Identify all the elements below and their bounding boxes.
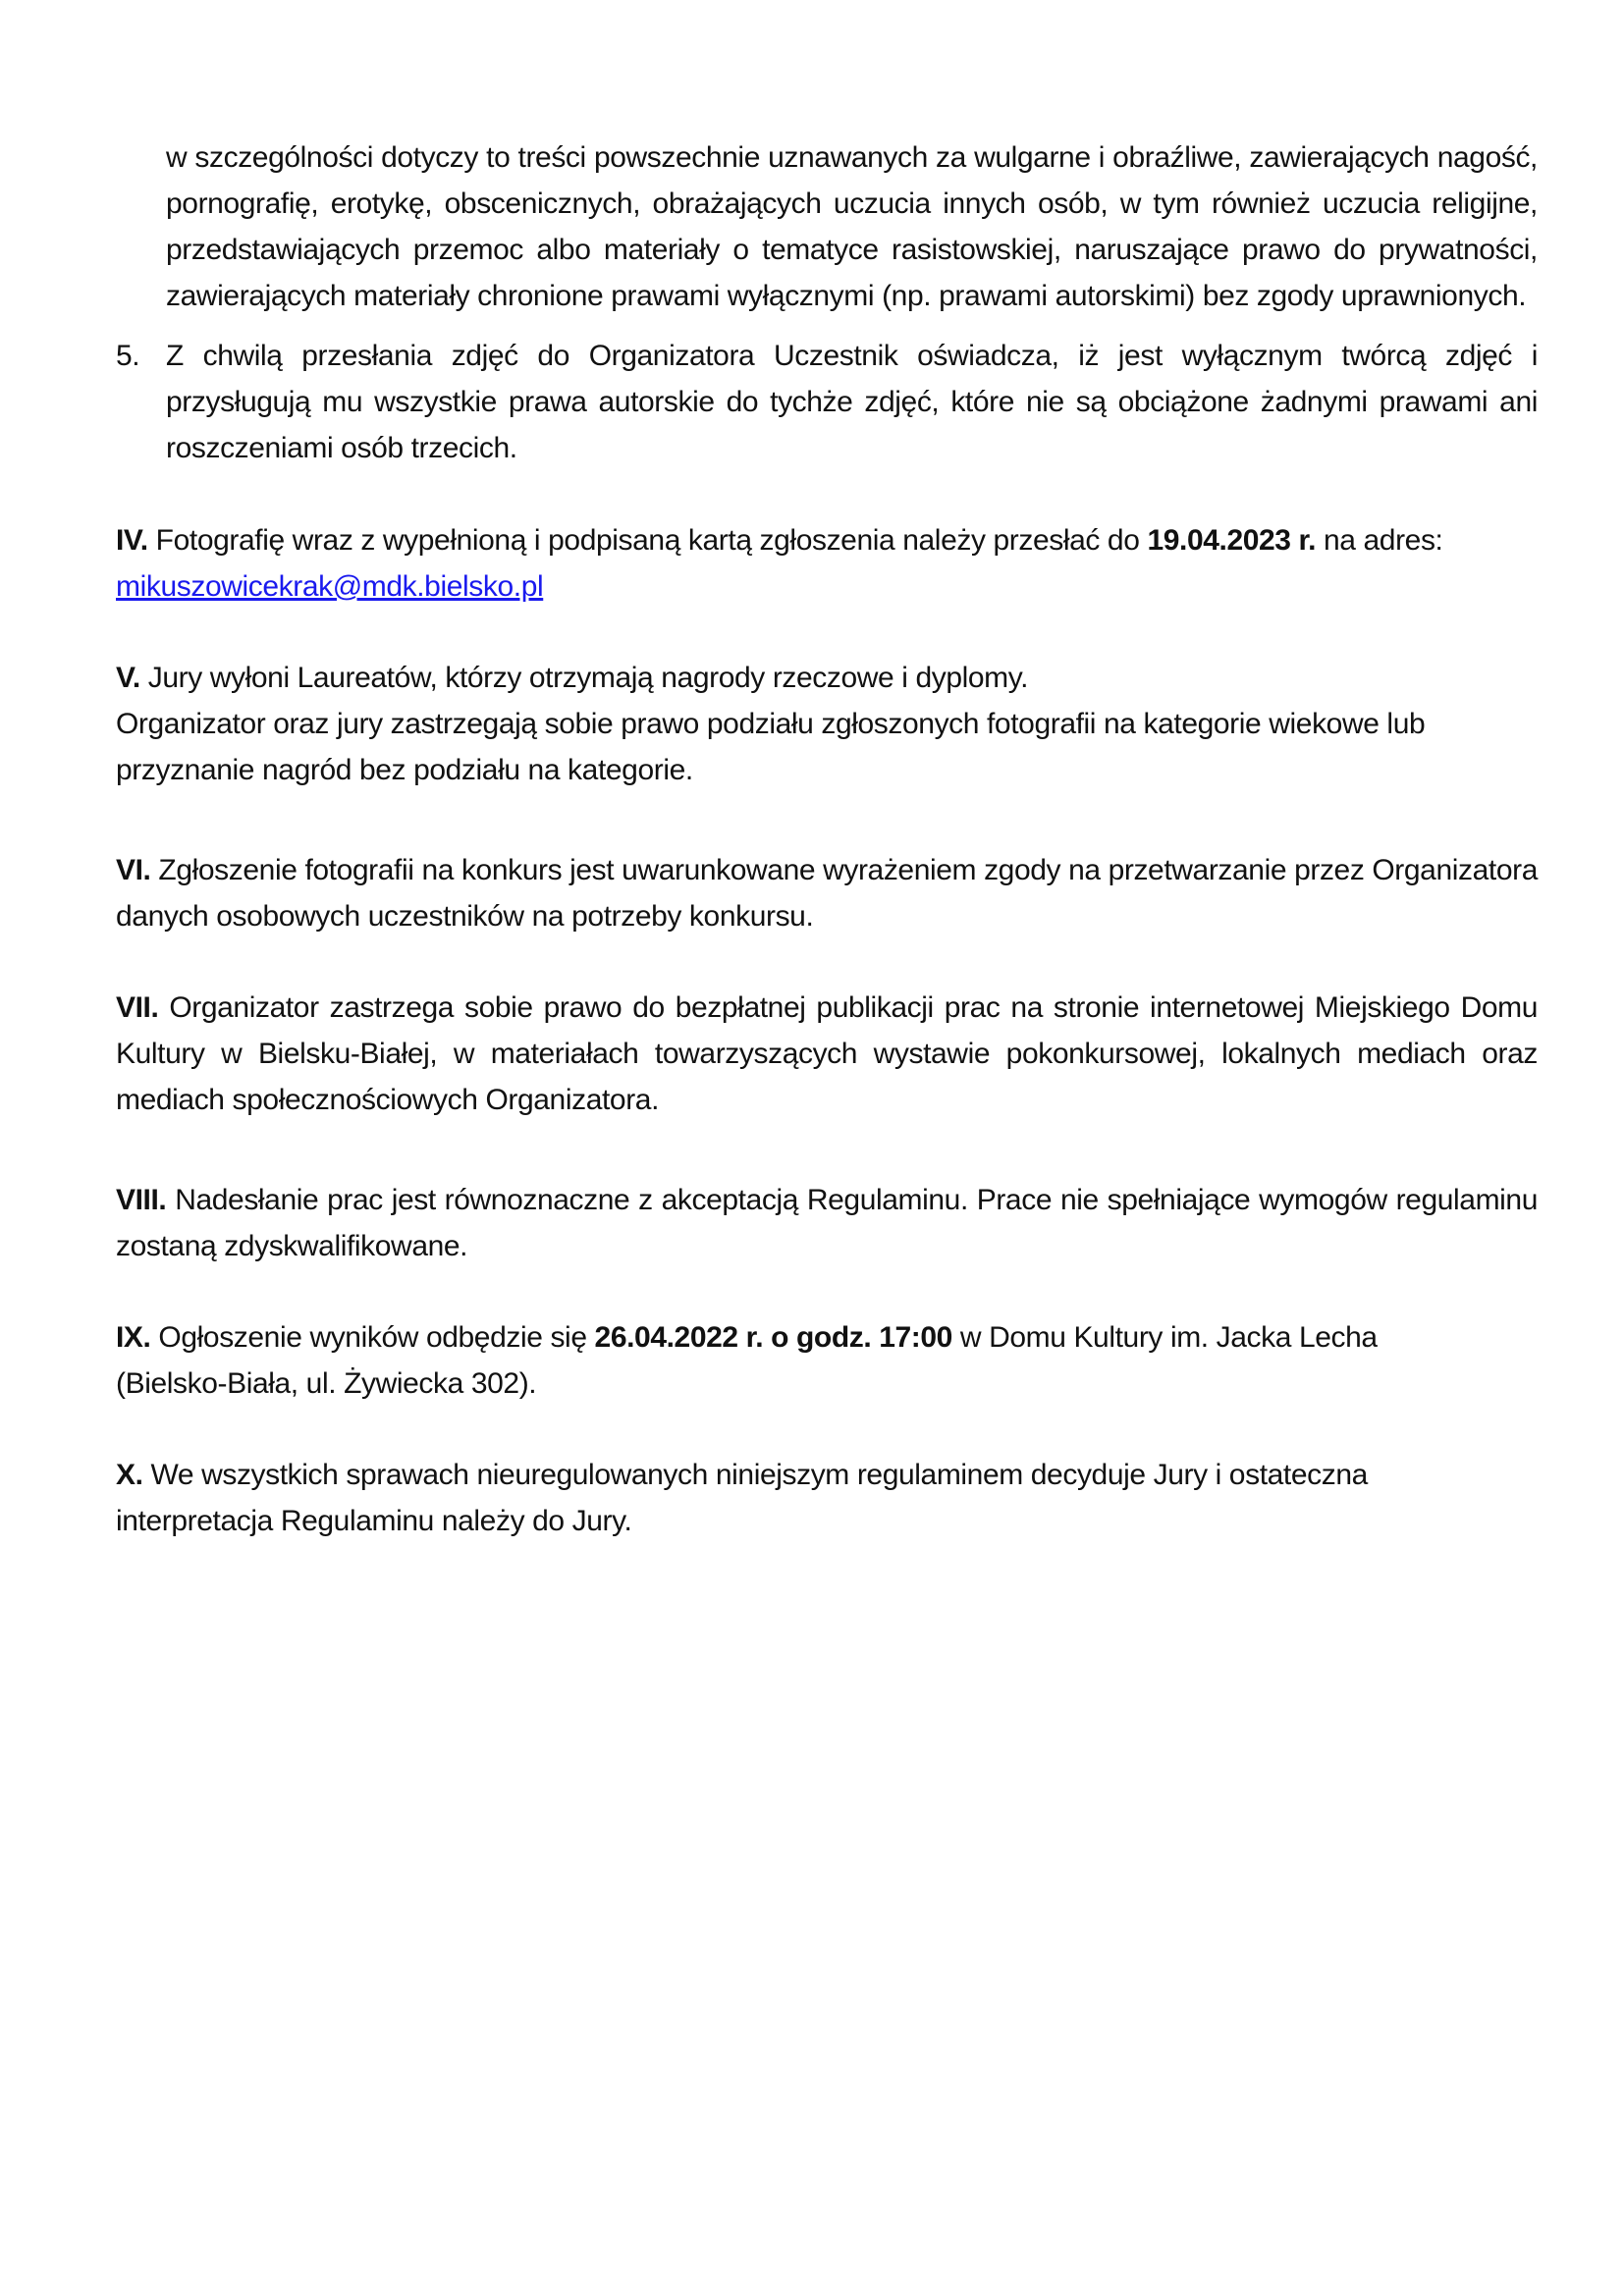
section-text: Ogłoszenie wyników odbędzie się — [150, 1321, 595, 1354]
section-text: w Domu Kultury im. Jacka Lecha — [951, 1321, 1378, 1354]
section-numeral: VIII. — [116, 1184, 167, 1216]
section-x — [116, 1452, 1538, 1544]
section-text: na adres: — [1316, 524, 1443, 557]
list-number: 5. — [116, 340, 140, 372]
section-vii — [116, 985, 1538, 1123]
list-item-4-continuation: w szczególności dotyczy to treści powszechnie uznawanych za wulgarne i obraźliwe, zawierających nagość, pornografię, erotykę, obscenicznych, obrażających uczucia innych osób, w tym również uczucia religijne, przedstawiających przemoc albo materiały o tematyce rasistowskiej, naruszające prawo do prywatności, zawierających materiały chronione prawami wyłącznymi (np. prawami autorskimi) bez zgody uprawnionych. — [166, 141, 1538, 312]
section-numeral: VII. — [116, 991, 159, 1024]
section-text: Organizator oraz jury zastrzegają sobie prawo podziału zgłoszonych fotografii na kategorie wiekowe lub przyznanie nagród bez podziału na kategorie. — [116, 708, 1426, 786]
section-text: Zgłoszenie fotografii na konkurs jest uwarunkowane wyrażeniem zgody na przetwarzanie przez Organizatora danych osobowych uczestników na potrzeby konkursu. — [116, 854, 1538, 933]
results-datetime: 26.04.2022 r. o godz. 17:00 — [594, 1321, 952, 1354]
deadline-date: 19.04.2023 r. — [1147, 524, 1317, 557]
section-v — [116, 655, 1538, 793]
email-link[interactable]: mikuszowicekrak@mdk.bielsko.pl — [116, 570, 544, 603]
section-viii — [116, 1177, 1538, 1269]
section-text: (Bielsko-Biała, ul. Żywiecka 302). — [116, 1367, 537, 1400]
section-numeral: X. — [116, 1459, 143, 1491]
section-iv — [116, 517, 1538, 610]
section-numeral: VI. — [116, 854, 151, 886]
section-ix — [116, 1314, 1538, 1407]
section-numeral: IX. — [116, 1321, 151, 1354]
section-text: Jury wyłoni Laureatów, którzy otrzymają nagrody rzeczowe i dyplomy. — [139, 662, 1029, 694]
section-vi — [116, 847, 1538, 939]
document-page — [116, 134, 1538, 1544]
section-text: We wszystkich sprawach nieuregulowanych niniejszym regulaminem decyduje Jury i ostateczna — [142, 1459, 1368, 1491]
section-numeral: V. — [116, 662, 140, 694]
section-numeral: IV. — [116, 524, 148, 557]
section-text: Fotografię wraz z wypełnioną i podpisaną kartą zgłoszenia należy przesłać do — [147, 524, 1148, 557]
section-text: Nadesłanie prac jest równoznaczne z akceptacją Regulaminu. Prace nie spełniające wymogów regulaminu zostaną zdyskwalifikowane. — [116, 1184, 1538, 1262]
list-item-5 — [116, 333, 1538, 471]
list-item-text: Z chwilą przesłania zdjęć do Organizatora Uczestnik oświadcza, iż jest wyłącznym twórcą zdjęć i przysługują mu wszystkie prawa autorskie do tychże zdjęć, które nie są obciążone żadnymi prawami ani roszczeniami osób trzecich. — [166, 340, 1538, 464]
section-text: interpretacja Regulaminu należy do Jury. — [116, 1505, 632, 1537]
section-text: Organizator zastrzega sobie prawo do bezpłatnej publikacji prac na stronie internetowej Miejskiego Domu Kultury w Bielsku-Białej, w materiałach towarzyszących wystawie pokonkursowej, lokalnych mediach oraz mediach społecznościowych Organizatora. — [116, 991, 1538, 1116]
